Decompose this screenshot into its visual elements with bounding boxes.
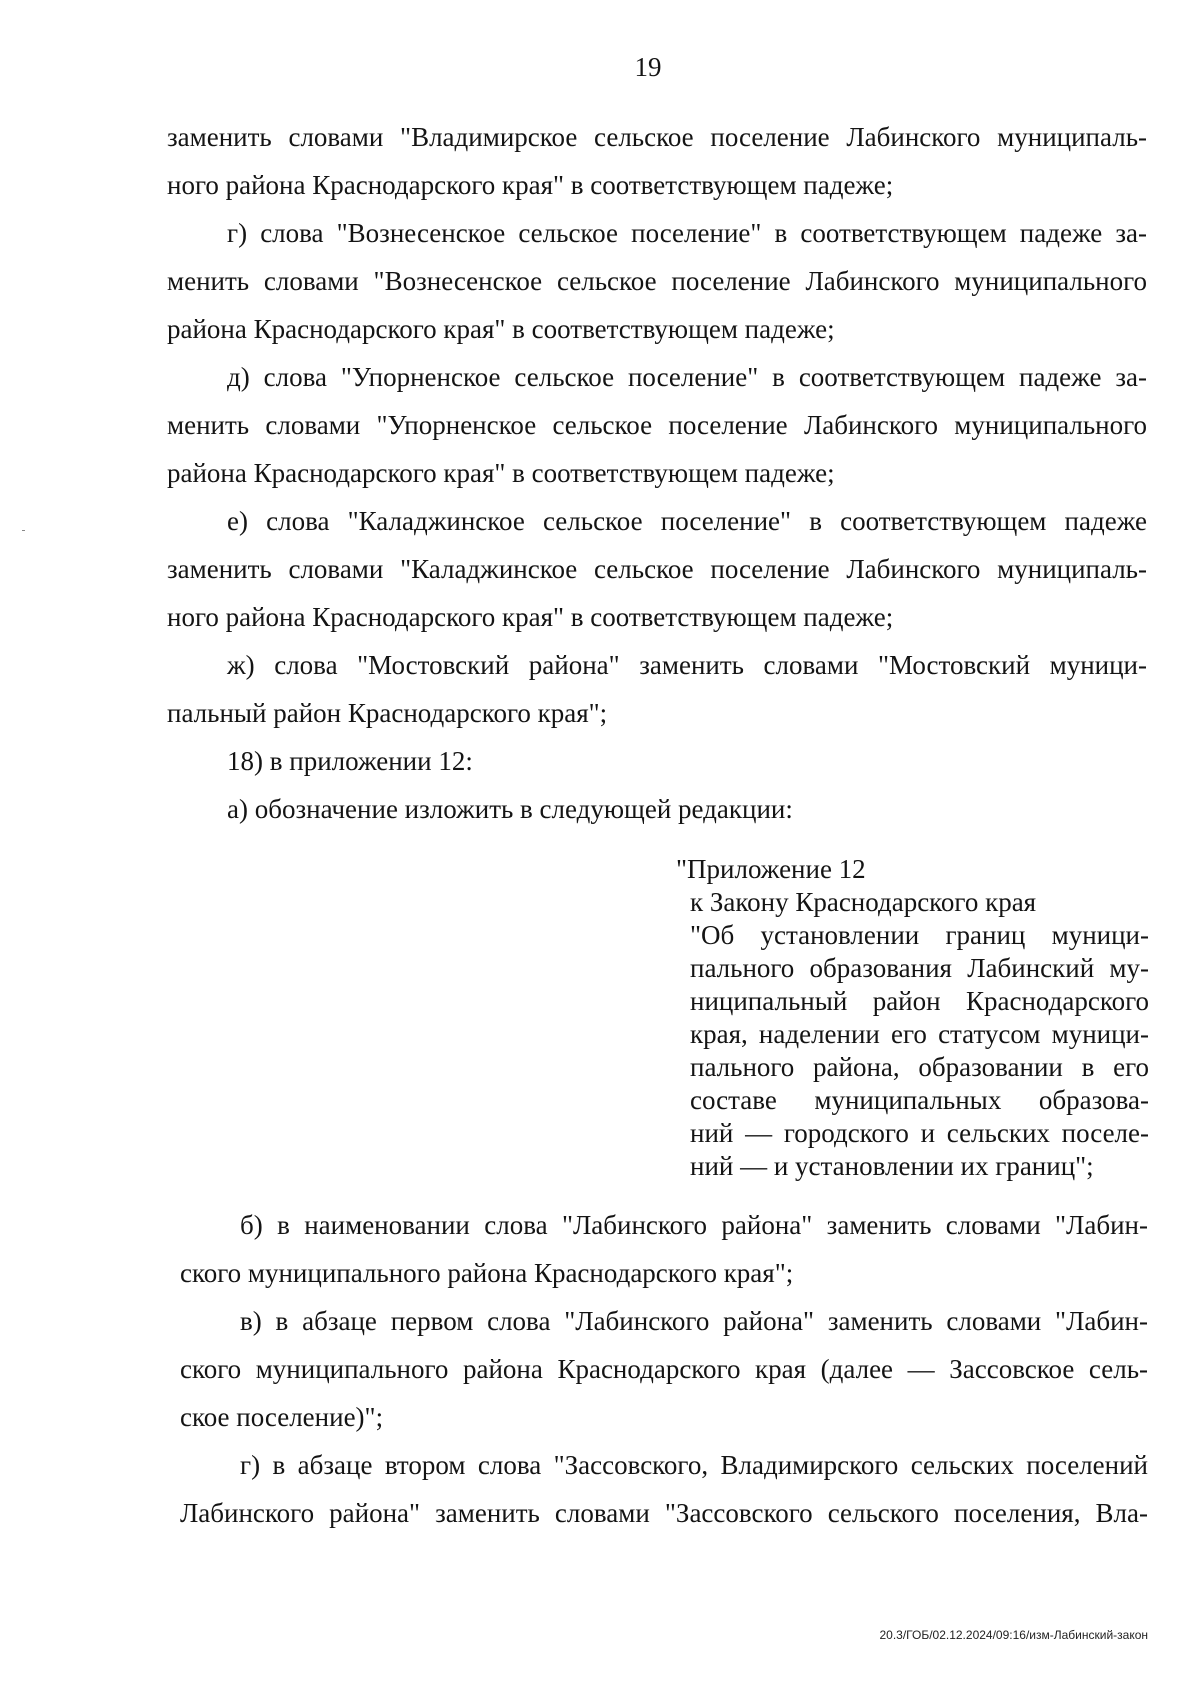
- text-line: района Краснодарского края" в соответствующем падеже;: [167, 314, 835, 344]
- text-line: пальный район Краснодарского края";: [167, 698, 608, 728]
- appendix-line: составе муниципальных образова-: [690, 1085, 1149, 1115]
- text-line: заменить словами "Каладжинское сельское поселение Лабинского муниципаль-: [167, 554, 1147, 584]
- text-line: а) обозначение изложить в следующей редакции:: [227, 794, 793, 824]
- paragraph-item-g2: [180, 1441, 1148, 1537]
- paragraph-item-g: [167, 209, 1147, 353]
- appendix-line: ний — и установлении их границ";: [690, 1151, 1094, 1181]
- paragraph-item-a: [167, 785, 1147, 833]
- paragraph-item-zh: [167, 641, 1147, 737]
- page-number: 19: [634, 52, 662, 82]
- text-line: района Краснодарского края" в соответствующем падеже;: [167, 458, 835, 488]
- scan-mark: [22, 530, 25, 531]
- text-line: г) в абзаце втором слова "Зассовского, Владимирского сельских поселений: [240, 1450, 1148, 1480]
- appendix-line: "Об установлении границ муници-: [690, 920, 1149, 950]
- text-line: ного района Краснодарского края" в соответствующем падеже;: [167, 170, 894, 200]
- text-line: Лабинского района" заменить словами "Зассовского сельского поселения, Вла-: [180, 1498, 1148, 1528]
- text-line: ского муниципального района Краснодарского края";: [180, 1258, 794, 1288]
- text-line: ское поселение)";: [180, 1402, 384, 1432]
- upper-text-block: [167, 113, 1147, 833]
- text-line: в) в абзаце первом слова "Лабинского района" заменить словами "Лабин-: [240, 1306, 1148, 1336]
- lower-text-block: [180, 1201, 1148, 1537]
- text-line: менить словами "Вознесенское сельское поселение Лабинского муниципального: [167, 266, 1147, 296]
- paragraph-item-e: [167, 497, 1147, 641]
- appendix-title: "Приложение 12: [676, 854, 866, 884]
- text-line: 18) в приложении 12:: [227, 746, 473, 776]
- paragraph-item-b: [180, 1201, 1148, 1297]
- text-line: д) слова "Упорненское сельское поселение" в соответствующем падеже за-: [227, 362, 1147, 392]
- appendix-line: пального образования Лабинский му-: [690, 953, 1149, 983]
- text-line: ж) слова "Мостовский района" заменить словами "Мостовский муници-: [227, 650, 1147, 680]
- paragraph-item-18: [167, 737, 1147, 785]
- appendix-line: пального района, образовании в его: [690, 1052, 1149, 1082]
- text-line: заменить словами "Владимирское сельское поселение Лабинского муниципаль-: [167, 122, 1147, 152]
- paragraph-continuation: [167, 113, 1147, 209]
- text-line: е) слова "Каладжинское сельское поселение" в соответствующем падеже: [227, 506, 1147, 536]
- paragraph-item-d: [167, 353, 1147, 497]
- text-line: г) слова "Вознесенское сельское поселение" в соответствующем падеже за-: [227, 218, 1147, 248]
- appendix-heading-block: [676, 853, 1149, 1183]
- paragraph-item-v: [180, 1297, 1148, 1441]
- appendix-line: края, наделении его статусом муници-: [690, 1019, 1149, 1049]
- text-line: б) в наименовании слова "Лабинского района" заменить словами "Лабин-: [240, 1210, 1148, 1240]
- appendix-line: ний — городского и сельских поселе-: [690, 1118, 1149, 1148]
- text-line: менить словами "Упорненское сельское поселение Лабинского муниципального: [167, 410, 1147, 440]
- text-line: ского муниципального района Краснодарского края (далее — Зассовское сель-: [180, 1354, 1148, 1384]
- footer-stamp: 20.3/ГОБ/02.12.2024/09:16/изм-Лабинский-закон: [879, 1628, 1148, 1642]
- text-line: ного района Краснодарского края" в соответствующем падеже;: [167, 602, 894, 632]
- appendix-line: к Закону Краснодарского края: [690, 887, 1037, 917]
- appendix-line: ниципальный район Краснодарского: [690, 986, 1149, 1016]
